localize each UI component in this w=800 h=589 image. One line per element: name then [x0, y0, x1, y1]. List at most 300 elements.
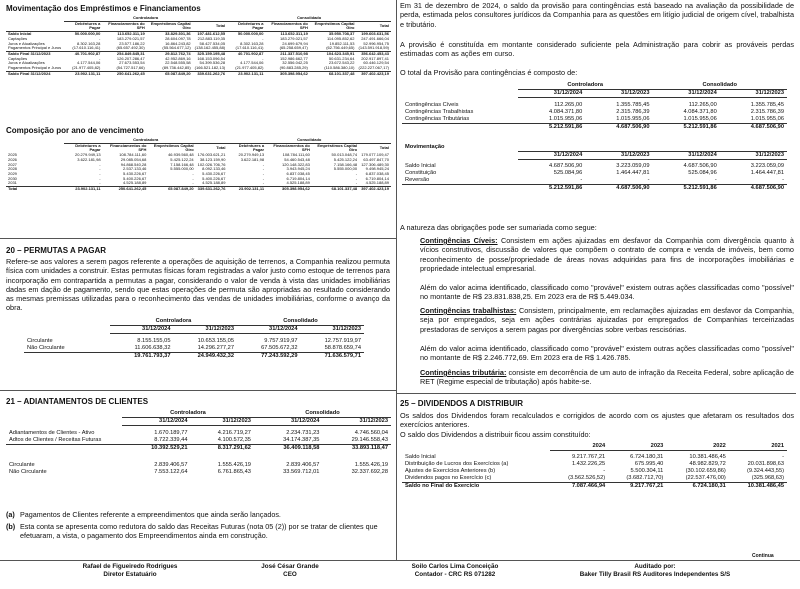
table-cell: 3.223.059,09 [750, 163, 784, 169]
table-cell: 1.432.226,25 [571, 460, 606, 467]
table-cell: 68.101.337,48 [310, 71, 357, 76]
table-cell: 2.315.786,39 [616, 108, 650, 115]
table-cell: 3.943.945,24 [286, 166, 310, 172]
row-label: Saldo Inicial [405, 453, 436, 460]
table-cell: 1.015.955,06 [616, 115, 650, 122]
civ-paragraph-2: Além do valor acima identificado, classificado como "provável" existem outras ações classificadas como "possível" no montante de R$ 23.831.838,25. Em 2023 era de R$ 5.449.034. [420, 283, 794, 302]
table-row [402, 475, 787, 483]
table-cell: - [580, 177, 583, 183]
table-cell: - [262, 161, 265, 167]
table-cell: 1.355.785,45 [616, 101, 650, 108]
table-cell: (54.727.517,66) [116, 65, 145, 71]
column-divider [396, 0, 397, 560]
table-cell: 65.087.849,20 [147, 71, 193, 76]
date-header: 31/12/2024 [518, 90, 585, 98]
signature-3-name: Soilo Carlos Lima Conceição [411, 563, 499, 570]
row-label: 2026 [8, 156, 17, 162]
permutas-table [24, 318, 364, 360]
row-label: Captações [8, 55, 28, 61]
table-cell: 1.464.447,81 [750, 170, 784, 176]
year-header: 2022 [666, 443, 728, 451]
table-cell: - [782, 177, 784, 183]
civ-title: Contingências Cíveis: [420, 236, 498, 245]
date-header: 31/12/2023 [585, 90, 652, 98]
row-label: Pagamentos Principal e Juros [8, 45, 62, 51]
table-cell: - [192, 170, 194, 176]
total-cell: 8.317.291,62 [191, 444, 254, 452]
note-a [6, 510, 392, 519]
table-cell: 3.622.181,98 [77, 156, 101, 162]
row-label: Saldo Final 31/12/2024 [6, 71, 64, 76]
table-cell: 3.622.181,98 [240, 156, 265, 162]
mov-col-header: Total [379, 23, 389, 29]
table-cell: 183.279.021,57 [280, 35, 308, 41]
total-cell: 5.212.591,86 [518, 123, 585, 131]
mov-col-header: Empréstimos Capital Giro [150, 20, 191, 31]
table-cell: 6.719.804,14 [365, 175, 389, 181]
table-cell: 112.265,00 [554, 101, 583, 108]
row-label: Reversão [405, 177, 430, 183]
table-cell: 40.701.902,87 [64, 51, 102, 56]
table-cell: 5.430.226,67 [202, 170, 226, 176]
row-label: 2025 [8, 152, 17, 158]
trab-paragraph-2: Além do valor acima identificado, classificado como "provável" existem outras ações classificadas como "possível" no montante de R$ 2.246.772,69. Em 2023 era de R$ 1.426.785. [420, 344, 794, 363]
table-cell: (143.591.918,59) [358, 45, 389, 51]
year-header: 2024 [550, 443, 608, 451]
civ-text: Consistem em ações ajuizadas em desfavor da Companhia com divergência quanto à vícios construtivos, discussão de valores que compõem o contrato de compra e venda de imóveis, bem como reconhecimento de posse/propriedade de áreas novas adquiridas para fins de incorporações imobiliárias e propriedade intelectual empresarial. [420, 236, 794, 273]
table-cell: (62.756.449,65) [326, 45, 355, 51]
table-row [402, 454, 787, 461]
table-row [402, 102, 787, 109]
table-cell: 32.556.042,25 [282, 60, 308, 66]
table-cell: 40.701.902,87 [227, 51, 265, 56]
table-cell: 38.123.159,90 [199, 156, 226, 162]
table-cell: 2.839.406,57 [154, 461, 188, 468]
table-cell: 247.491.666,04 [361, 35, 389, 41]
table-cell: 5.500.304,11 [630, 467, 664, 474]
table-cell: (55.564.677,12) [162, 45, 191, 51]
table-cell: 176.003.621,21 [197, 152, 226, 158]
table-row [402, 109, 787, 116]
table-cell: 5.425.122,24 [333, 156, 358, 162]
prov-para2: A provisão é constituída em montante considerado suficiente pela Administração para cobrir as prováveis perdas estimadas com as ações em curso. [400, 40, 794, 59]
table-row [6, 187, 391, 192]
div-para1: Os saldos dos Dividendos foram recalculados e corrigidos de acordo com os ajustes que afetaram os resultados dos exercícios anteriores. [400, 411, 794, 430]
date-header: 31/12/2024 [653, 90, 720, 98]
table-cell: 2.537.133,46 [123, 166, 147, 172]
permutas-grp1: Controladora [155, 318, 192, 324]
signature-4-name: Auditado por: [634, 563, 676, 570]
note-a-text: Pagamentos de Clientes referente a empreendimentos que ainda serão lançados. [20, 510, 281, 519]
row-label: Constituição [405, 170, 437, 176]
total-cell: 10.381.486,45 [729, 482, 787, 490]
signature-2-name: José César Grande [261, 563, 319, 570]
table-cell: 1.555.426,19 [354, 461, 388, 468]
table-cell: (9.324.443,55) [747, 467, 784, 474]
trib-title: Contingências tributária: [420, 368, 507, 377]
table-cell: 23.902.131,11 [227, 187, 266, 192]
table-cell: 4.100.572,35 [217, 436, 251, 443]
table-cell: 1.015.955,06 [750, 115, 784, 122]
prov-nature: A natureza das obrigações pode ser sumariada como segue: [400, 223, 597, 232]
table-cell: - [99, 35, 101, 41]
table-cell: (17.610.116,41) [235, 45, 264, 51]
table-cell: 1.015.955,06 [683, 115, 717, 122]
date-header: 31/12/2024 [237, 326, 301, 334]
table-cell: - [192, 180, 194, 186]
row-label: Dividendos pagos no Exercício (c) [405, 474, 492, 481]
total-cell: 9.217.767,21 [608, 482, 666, 490]
year-header: 2021 [729, 443, 787, 451]
table-row [6, 437, 391, 445]
table-cell: (30.102.659,86) [685, 467, 726, 474]
table-cell: 2.839.406,57 [286, 461, 320, 468]
table-cell: (65.657.492,30) [116, 45, 145, 51]
table-cell: 9.498.945,24 [365, 166, 389, 172]
table-cell: 5.425.122,24 [170, 156, 194, 162]
trib-text: consiste em decorrência de um auto de infração da Receita Federal, sobre aplicação de RET (Regime especial de tributação) após habite-se. [420, 368, 794, 387]
adiant-grp2: Consolidado [305, 410, 340, 416]
row-label: Contingências Tributárias [405, 115, 470, 122]
div-year-row [402, 443, 787, 451]
table-row [402, 177, 787, 185]
total-cell: 24.949.432,32 [174, 352, 238, 360]
date-header: 31/12/2024 [518, 151, 585, 159]
table-cell: 4.177.544,06 [240, 60, 264, 66]
table-cell: 23.902.131,11 [64, 71, 102, 76]
trab-text: Consistem, principalmente, em reclamações ajuizadas em desfavor da Companhia, seja por empregados, seja em ações contrárias ajuizadas por empregados de Companhias terceirizadas prestadoras de serviços a serem pagas por divergências sobre verbas rescisórias. [420, 306, 794, 334]
table-cell: 254.849.845,31 [102, 51, 146, 56]
comp-title: Composição por ano de vencimento [6, 126, 144, 135]
table-row [402, 116, 787, 124]
table-cell: 4.525.188,89 [202, 180, 226, 186]
table-cell: 34.174.387,35 [283, 436, 320, 443]
table-cell: 127.306.489,30 [361, 161, 389, 167]
table-cell: 6.761.865,43 [217, 468, 251, 475]
table-cell: 1.015.955,06 [549, 115, 583, 122]
row-label: Contingências Cíveis [405, 101, 459, 108]
mov-title: Movimentação dos Empréstimos e Financiamentos [6, 4, 201, 13]
total-row [402, 482, 787, 490]
prov-grp2: Consolidado [702, 82, 737, 88]
civ-paragraph [420, 236, 794, 273]
row-label: 2029 [8, 170, 17, 176]
date-header: 31/12/2024 [110, 326, 174, 334]
table-cell: 168.153.096,54 [197, 55, 226, 61]
table-cell: 33.569.712,01 [283, 468, 320, 475]
table-cell: 50.631.234,64 [328, 55, 355, 61]
permutas-date-row [24, 326, 364, 334]
signature-1-name: Rafael de Figueiredo Rodrigues [82, 563, 178, 570]
row-label: Pagamentos Principal e Juros [8, 65, 62, 71]
row-label: Circulante [27, 337, 53, 344]
row-label: 2031 [8, 180, 17, 186]
date-header: 31/12/2023 [585, 151, 652, 159]
row-label: Adtos de Clientes / Receitas Futuras [9, 436, 102, 443]
row-label: 2028 [8, 166, 17, 172]
comp-body [6, 153, 391, 192]
table-cell: 27.673.553,54 [119, 60, 145, 66]
table-cell: 14.296.277,27 [197, 344, 234, 351]
row-label: Distribuição de Lucros dos Exercícios (a) [405, 460, 509, 467]
total-row [402, 185, 787, 193]
table-cell: 114.095.852,62 [326, 35, 355, 41]
table-cell: 4.525.188,89 [286, 180, 310, 186]
total-cell: 5.212.591,86 [518, 185, 585, 193]
date-header: 31/12/2023 [301, 326, 365, 334]
trab-title: Contingências trabalhistas: [420, 306, 517, 315]
table-cell: 305.398.954,62 [266, 71, 310, 76]
table-cell: - [99, 161, 101, 167]
mov-grp2: Consolidado [227, 16, 391, 21]
table-cell: 6.837.038,45 [365, 170, 389, 176]
row-label: Juros e Atualizações [8, 60, 45, 66]
table-cell: (166.521.182,13) [194, 65, 226, 71]
prov-mov-label: Movimentação [405, 144, 445, 150]
table-cell: 525.084,96 [553, 170, 583, 176]
date-header: 31/12/2024 [653, 151, 720, 159]
row-label: Saldo Inicial [405, 163, 436, 169]
table-cell: 4.084.371,80 [683, 108, 717, 115]
section-divider [0, 238, 397, 239]
permutas-paragraph: Refere-se aos valores a serem pagos referente a operações de aquisição de terrenos, a Companhia realizou permuta física com unidades a construir. Estas permutas físicas foram registradas a valor justo como estoque de terrenos para incorporação em contrapartida a permutas a pagar, considerando o valor de venda à vista das unidades imobiliárias dadas em dação de pagamento, sendo que estas operações de permuta são apropriadas ao resultado considerando as mesmas premissas utilizadas para o reconhecimento das vendas de unidades imobiliárias, conforme o avanço da obra. [6, 257, 390, 313]
total-cell: 6.724.180,31 [666, 482, 728, 490]
mov-table [6, 16, 391, 76]
table-cell: 126.207.286,47 [116, 55, 145, 61]
note-b [6, 522, 392, 540]
prov-mov-table [402, 144, 787, 192]
div-title: 25 – DIVIDENDOS A DISTRIBUIR [400, 399, 523, 408]
table-cell: 67.505.672,32 [261, 344, 298, 351]
total-cell: 33.893.118,47 [322, 444, 391, 452]
table-cell: 24.699.679,94 [282, 40, 308, 46]
table-cell: 35.950.708,37 [310, 32, 357, 37]
table-cell: (22.537.476,00) [685, 474, 726, 481]
table-cell: 10.381.486,45 [689, 453, 726, 460]
table-cell: (325.968,63) [751, 474, 784, 481]
table-cell: (138.162.455,88) [194, 45, 226, 51]
total-cell: 36.409.118,58 [254, 444, 323, 452]
total-cell: 77.243.592,29 [237, 352, 301, 360]
table-cell: - [262, 166, 265, 172]
comp-col-header: Financiamentos do SFH [273, 142, 310, 153]
comp-col-header: Empréstimos Capital Giro [317, 142, 358, 153]
comp-table [6, 138, 391, 192]
table-cell: 52.996.954,75 [363, 40, 389, 46]
table-cell: 32.337.692,28 [351, 468, 388, 475]
comp-col-header: Financiamentos do SFH [109, 142, 147, 153]
table-cell: 94.868.540,28 [120, 161, 147, 167]
trib-paragraph [420, 368, 794, 387]
prov-mov-date-row [402, 151, 787, 159]
table-cell: - [99, 170, 101, 176]
table-cell: 5.400.226,67 [123, 175, 147, 181]
table-cell: 202.917.897,41 [361, 55, 389, 61]
continua-label: Continua [752, 553, 774, 559]
prov-para3: O total da Provisão para contingências é composto de: [400, 68, 578, 77]
table-cell: 8.302.163,28 [77, 40, 101, 46]
signature-3-role: Contador - CRC RS 071282 [414, 570, 496, 578]
row-label: Captações [8, 35, 28, 41]
comp-col-header: Total [379, 145, 389, 151]
table-cell: 16.864.243,82 [165, 40, 191, 46]
table-cell: - [603, 467, 606, 474]
table-cell: - [262, 180, 265, 186]
date-header: 31/12/2024 [254, 418, 323, 426]
table-cell: 6.837.038,45 [286, 170, 310, 176]
total-cell: 5.212.591,86 [653, 185, 720, 193]
table-cell: 5.400.226,67 [202, 175, 226, 181]
table-row [402, 461, 787, 468]
table-cell: 68.101.337,48 [312, 187, 359, 192]
table-cell: 325.159.195,48 [193, 51, 227, 56]
mov-body [6, 32, 391, 77]
table-cell: 397.402.423,19 [356, 71, 391, 76]
table-cell: 4.746.560,04 [354, 429, 388, 436]
table-cell: 5.430.226,67 [123, 170, 147, 176]
table-cell: 2.315.786,39 [750, 108, 784, 115]
total-cell: 10.392.529,21 [122, 444, 191, 452]
table-cell: - [647, 177, 650, 183]
table-cell: (3.562.526,52) [568, 474, 606, 481]
date-header: 31/12/2024 [122, 418, 191, 426]
trab-paragraph [420, 306, 794, 334]
table-cell: 5.555.000,00 [333, 166, 358, 172]
comp-col-header: Empréstimos Capital Giro [153, 142, 194, 153]
comp-col-header: Debêntures a Pagar [75, 142, 101, 153]
table-row [6, 430, 391, 437]
table-cell: 23.902.131,11 [64, 187, 103, 192]
table-cell: - [262, 55, 264, 61]
table-cell: 9.217.767,21 [571, 453, 606, 460]
table-cell: 9.757.919,97 [264, 337, 298, 344]
table-row [402, 468, 787, 475]
table-cell: 525.084,96 [688, 170, 717, 176]
comp-col-header: Total [216, 145, 226, 151]
table-cell: 305.398.954,62 [266, 187, 312, 192]
prov-grp1: Controladora [567, 82, 604, 88]
total-cell: 4.687.506,90 [720, 123, 787, 131]
table-cell: 6.719.804,14 [286, 175, 310, 181]
table-cell: 108.784.111,60 [119, 152, 147, 158]
table-cell: 179.077.109,47 [361, 152, 389, 158]
table-cell: 20.279.949,13 [238, 152, 265, 158]
prov-mov-body [402, 159, 787, 192]
table-cell: 104.623.345,91 [310, 51, 357, 56]
adiant-table [6, 410, 391, 476]
table-cell: 54.460.543,48 [284, 156, 310, 162]
table-cell: (21.977.405,82) [72, 65, 101, 71]
table-cell: 152.986.662,77 [280, 55, 308, 61]
table-cell: 183.279.021,57 [116, 35, 145, 41]
total-cell: 4.687.506,90 [720, 185, 787, 193]
table-cell: 7.158.166,48 [170, 161, 194, 167]
table-cell: 4.525.188,89 [365, 180, 389, 186]
table-cell: 29.085.054,68 [120, 156, 147, 162]
table-cell: (90.883.285,29) [279, 65, 308, 71]
table-cell: 65.087.849,20 [148, 187, 195, 192]
table-cell: 197.481.612,55 [193, 32, 227, 37]
table-cell: 339.631.262,76 [197, 186, 226, 192]
table-cell: 29.812.762,74 [147, 51, 193, 56]
table-cell: 50.000.000,00 [64, 32, 102, 37]
signature-3 [375, 563, 535, 578]
year-header: 2023 [608, 443, 666, 451]
table-cell: 50.013.048,74 [331, 152, 358, 158]
mov-col-header: Debêntures a Pagar [75, 20, 101, 31]
table-cell: 23.577.186,22 [119, 40, 145, 46]
adiant-date-row [6, 418, 391, 426]
table-cell: (21.977.405,82) [235, 65, 264, 71]
table-cell: 2.234.731,23 [286, 429, 320, 436]
table-cell: 63.497.847,70 [363, 156, 389, 162]
table-cell: - [262, 170, 265, 176]
table-cell: - [99, 180, 101, 186]
table-cell: - [714, 177, 717, 183]
div-table [402, 443, 787, 490]
table-cell: 29.146.558,43 [351, 436, 388, 443]
signature-4 [530, 563, 780, 578]
table-cell: 4.177.544,06 [77, 60, 101, 66]
table-cell: - [192, 175, 194, 181]
mov-col-header: Empréstimos Capital Giro [314, 20, 355, 31]
table-cell: 58.878.659,74 [324, 344, 361, 351]
comp-grp1: Controladora [64, 138, 227, 143]
section-divider-3 [396, 393, 796, 394]
table-cell: 4.687.506,90 [683, 163, 717, 169]
table-cell: - [99, 166, 101, 172]
table-cell: 397.402.423,19 [359, 187, 391, 192]
total-cell: 4.687.506,90 [585, 185, 652, 193]
table-cell: 12.757.919,97 [324, 337, 361, 344]
table-cell: (89.736.442,85) [162, 65, 191, 71]
total-cell: 5.212.591,86 [653, 123, 720, 131]
table-cell: 3.223.059,09 [616, 163, 650, 169]
table-cell: 339.631.262,76 [193, 71, 227, 76]
comp-grp2: Consolidado [227, 138, 391, 143]
total-row [6, 444, 391, 452]
table-cell: 7.158.166,48 [333, 161, 358, 167]
table-cell: 42.952.869,16 [165, 55, 191, 61]
table-cell: 1.464.447,81 [616, 170, 650, 176]
row-label: Circulante [9, 461, 35, 468]
prov-table [402, 82, 787, 131]
row-label: Não Circulante [27, 344, 65, 351]
table-cell: 250.641.262,45 [102, 71, 146, 76]
note-b-text: Esta conta se apresenta como redutora do saldo das Receitas Futuras (nota 05 (2)) por se tratar de clientes que efetuaram, a vista, o pagamento dos Empreendimentos ainda em construção. [20, 522, 378, 540]
prov-para1: Em 31 de dezembro de 2024, o saldo da provisão para contingências está baseado na avaliação da possibilidade de perda, estimada pelos consultores jurídicos da Companhia para as questões em litígio judicial de origem cível, trabalhista e tributário. [400, 1, 794, 29]
table-cell: 4.525.188,89 [123, 180, 147, 186]
table-cell: 102.026.706,76 [197, 161, 226, 167]
table-cell: (3.682.712,70) [626, 474, 664, 481]
table-cell: 1.670.189,77 [154, 429, 188, 436]
note-b-label: (b) [6, 522, 16, 531]
row-label: Juros e Atualizações [8, 40, 45, 46]
table-row [6, 71, 391, 76]
table-cell: 8.302.163,28 [240, 40, 264, 46]
table-cell: 7.553.122,64 [154, 468, 188, 475]
row-label: 2030 [8, 175, 17, 181]
table-cell: 48.982.829,72 [689, 460, 726, 467]
total-cell: 19.761.793,37 [110, 352, 174, 360]
table-cell: 6.724.180,31 [630, 453, 664, 460]
permutas-body [24, 334, 364, 360]
prov-date-row [402, 90, 787, 98]
table-cell: 20.031.898,63 [747, 460, 784, 467]
table-cell: 356.642.453,43 [356, 51, 391, 56]
section-divider-2 [0, 390, 397, 391]
table-cell: 211.337.510,98 [266, 51, 310, 56]
